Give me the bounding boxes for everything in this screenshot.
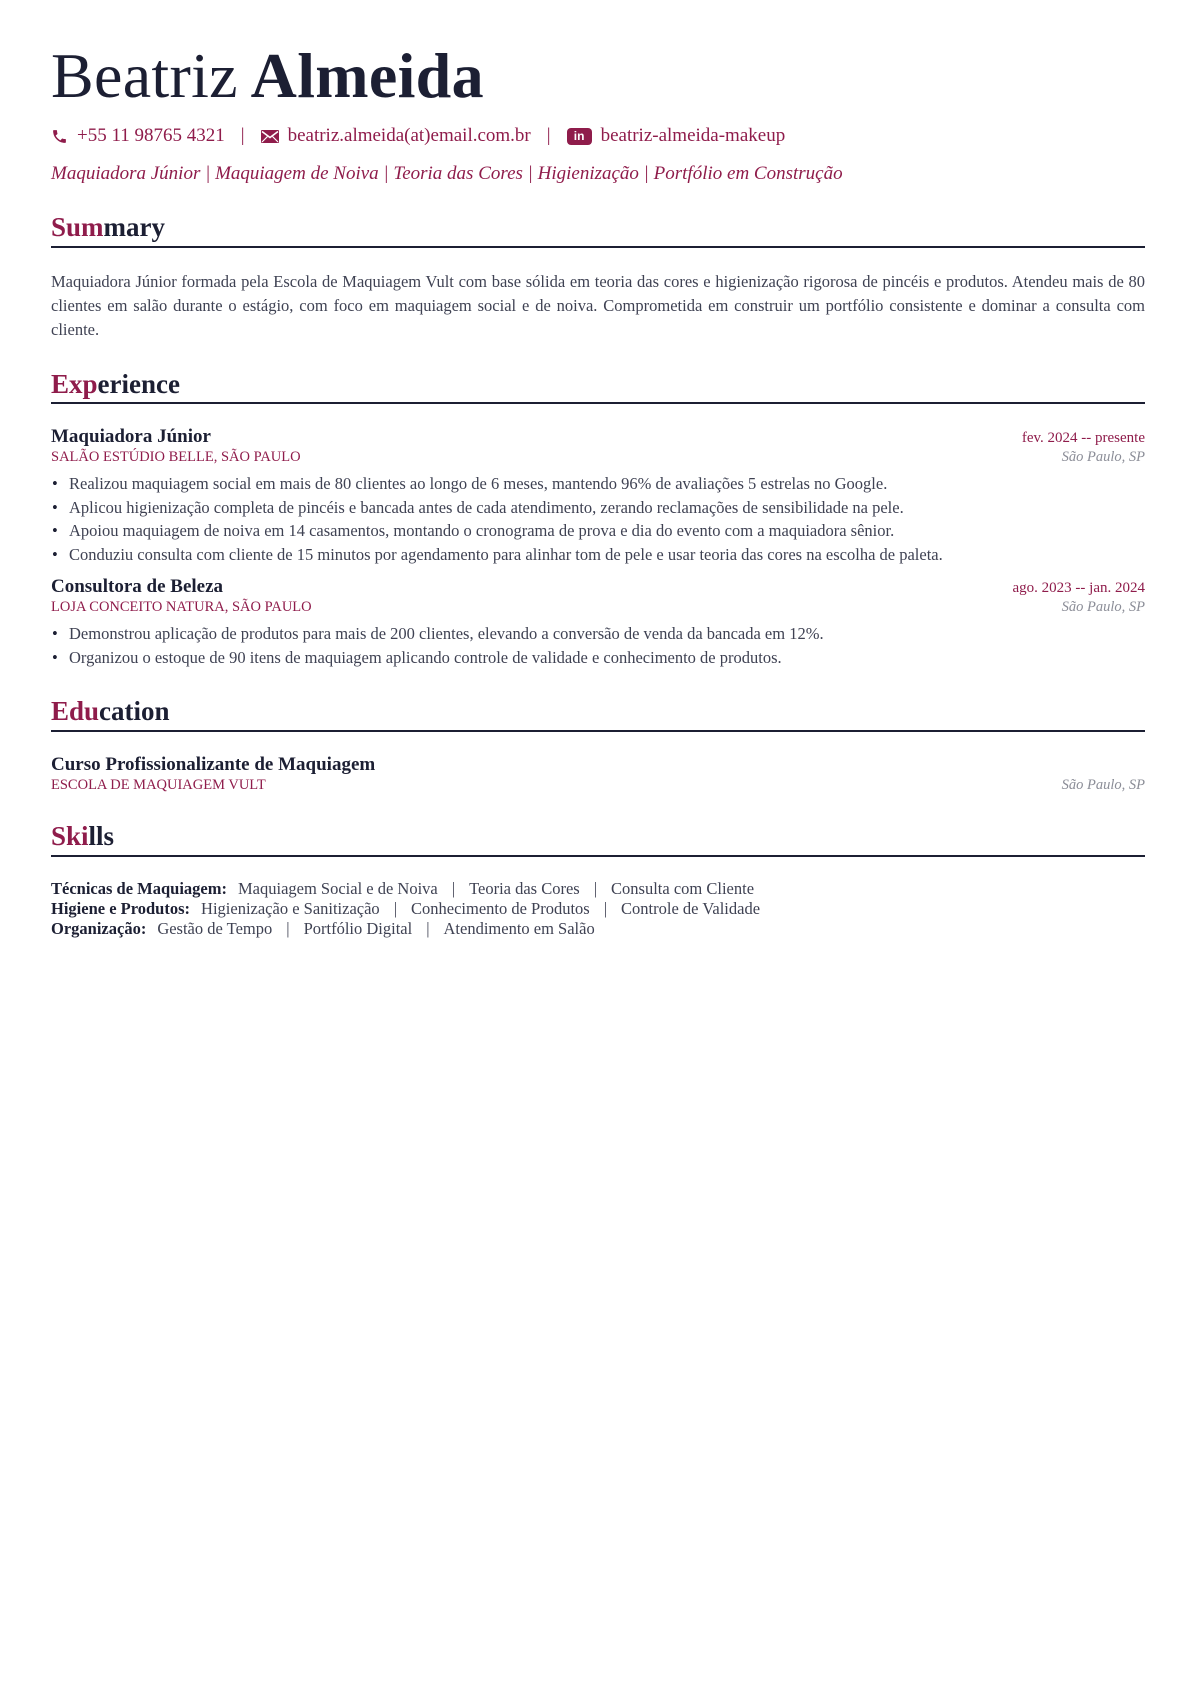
skill-item: Controle de Validade <box>621 898 761 918</box>
linkedin-icon: in <box>567 128 592 145</box>
contact-separator: | <box>546 125 551 146</box>
contact-separator: | <box>240 125 245 146</box>
heading-accent: Exp <box>51 368 98 399</box>
skill-separator: | <box>286 918 290 938</box>
summary-text: Maquiadora Júnior formada pela Escola de Maquiagem Vult com base sólida em teoria das cores e higienização rigorosa de pincéis e produtos. Atendeu mais de 80 clientes em salão durante o estágio, com foco em maquiagem social e de noiva. Comprometida em construir um portfólio consistente e dominar a consulta com cliente. <box>51 271 1145 339</box>
bullet-item: • Conduziu consulta com cliente de 15 minutos por agendamento para alinhar tom de pele e usar teoria das cores na escolha de paleta. <box>51 543 1145 567</box>
skill-category: Higiene e Produtos: <box>51 898 191 918</box>
section-heading-summary <box>51 213 1145 248</box>
skill-row <box>51 879 1145 899</box>
experience-section <box>51 370 1145 670</box>
linkedin-contact[interactable] <box>567 125 786 147</box>
first-name: Beatriz <box>51 40 238 111</box>
education-location: São Paulo, SP <box>1061 777 1145 794</box>
job-title: Maquiadora Júnior <box>51 426 211 448</box>
skill-category: Organização: <box>51 918 147 938</box>
education-entry <box>51 754 1145 794</box>
skill-category: Técnicas de Maquiagem: <box>51 878 227 898</box>
job-location: São Paulo, SP <box>1061 449 1145 466</box>
bullet-item: • Aplicou higienização completa de pincéis e bancada antes de cada atendimento, zerando reclamações de sensibilidade na pele. <box>51 496 1145 520</box>
envelope-icon <box>261 130 279 143</box>
heading-rest: mary <box>103 212 166 242</box>
candidate-name <box>51 40 1145 111</box>
headline-tagline: Maquiadora Júnior | Maquiagem de Noiva | Teoria das Cores | Higienização | Portfólio em Construção <box>51 163 843 184</box>
section-heading-experience <box>51 370 1145 405</box>
skill-separator: | <box>593 878 598 898</box>
heading-accent: Edu <box>51 696 100 727</box>
skills-section <box>51 822 1145 939</box>
job-bullets <box>51 622 1145 669</box>
phone-contact[interactable] <box>51 125 225 147</box>
skill-row <box>51 899 1145 919</box>
skill-item: Consulta com Cliente <box>611 878 755 898</box>
phone-icon <box>51 128 68 145</box>
skill-item: Portfólio Digital <box>303 918 413 938</box>
education-title: Curso Profissionalizante de Maquiagem <box>51 754 376 776</box>
job-title: Consultora de Beleza <box>51 576 224 598</box>
phone-text: +55 11 98765 4321 <box>77 125 225 146</box>
bullet-item: • Realizou maquiagem social em mais de 80 clientes ao longo de 6 meses, mantendo 96% de avaliações 5 estrelas no Google. <box>51 472 1145 496</box>
skill-item: Atendimento em Salão <box>443 918 595 938</box>
skill-item: Teoria das Cores <box>469 878 580 898</box>
email-text: beatriz.almeida(at)email.com.br <box>287 125 531 146</box>
job-bullets <box>51 472 1145 566</box>
skill-item: Higienização e Sanitização <box>201 898 380 918</box>
heading-rest: erience <box>97 368 180 399</box>
bullet-item: • Apoiou maquiagem de noiva em 14 casamentos, montando o cronograma de prova e dia do evento com a maquiadora sênior. <box>51 519 1145 543</box>
skill-row <box>51 919 1145 939</box>
education-section <box>51 697 1145 794</box>
skill-separator: | <box>451 878 456 898</box>
heading-accent: Ski <box>51 821 89 852</box>
section-heading-skills <box>51 822 1145 857</box>
last-name: Almeida <box>250 40 484 111</box>
heading-accent: Sum <box>51 212 104 242</box>
skills-list <box>51 879 1145 939</box>
experience-entry <box>51 576 1145 669</box>
heading-rest: cation <box>99 696 170 727</box>
linkedin-text: beatriz-almeida-makeup <box>600 125 786 146</box>
section-heading-education <box>51 697 1145 732</box>
job-dates: ago. 2023 -- jan. 2024 <box>1012 580 1145 597</box>
education-institution: ESCOLA DE MAQUIAGEM VULT <box>51 777 266 794</box>
skill-item: Gestão de Tempo <box>157 918 273 938</box>
job-location: São Paulo, SP <box>1061 599 1145 616</box>
skill-separator: | <box>393 898 397 918</box>
summary-section <box>51 213 1145 342</box>
email-contact[interactable] <box>261 125 531 147</box>
job-dates: fev. 2024 -- presente <box>1021 430 1145 447</box>
heading-rest: lls <box>88 821 115 852</box>
skill-item: Maquiagem Social e de Noiva <box>237 878 438 898</box>
job-organization: LOJA CONCEITO NATURA, SÃO PAULO <box>51 599 312 616</box>
skill-separator: | <box>603 898 608 918</box>
experience-entry <box>51 426 1145 566</box>
skill-item: Conhecimento de Produtos <box>411 898 590 918</box>
bullet-item: • Demonstrou aplicação de produtos para mais de 200 clientes, elevando a conversão de venda da bancada em 12%. <box>51 622 1145 646</box>
skill-separator: | <box>426 918 430 938</box>
job-organization: SALÃO ESTÚDIO BELLE, SÃO PAULO <box>51 449 301 466</box>
contact-bar <box>51 125 1145 147</box>
bullet-item: • Organizou o estoque de 90 itens de maquiagem aplicando controle de validade e conhecimento de produtos. <box>51 646 1145 670</box>
